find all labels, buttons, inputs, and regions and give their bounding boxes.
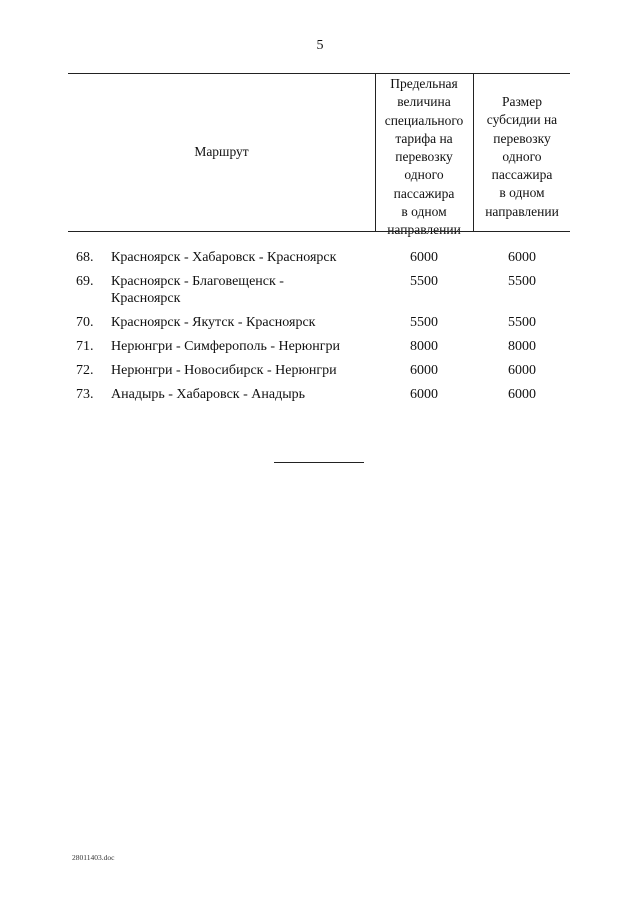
end-of-table-rule bbox=[274, 462, 364, 463]
row-tariff: 8000 bbox=[410, 339, 438, 354]
row-route: Красноярск - Якутск - Красноярск bbox=[111, 315, 316, 330]
footer-filename: 28011403.doc bbox=[72, 853, 115, 862]
header-subsidy bbox=[474, 73, 570, 231]
row-number: 70. bbox=[76, 315, 94, 330]
row-subsidy: 6000 bbox=[508, 363, 536, 378]
page-number: 5 bbox=[316, 38, 324, 53]
header-route-label: Маршрут bbox=[194, 143, 249, 159]
header-tariff-line: пассажира bbox=[393, 185, 455, 201]
row-subsidy: 6000 bbox=[508, 387, 536, 402]
header-subsidy-line: Размер bbox=[502, 94, 542, 109]
header-tariff bbox=[376, 73, 472, 238]
row-number: 71. bbox=[76, 339, 94, 354]
row-route: Нерюнгри - Новосибирск - Нерюнгри bbox=[111, 363, 337, 378]
row-number: 68. bbox=[76, 250, 94, 265]
row-route: Анадырь - Хабаровск - Анадырь bbox=[111, 387, 305, 402]
header-tariff-line: специального bbox=[384, 112, 464, 128]
header-tariff-line: одного bbox=[404, 167, 444, 183]
row-number: 73. bbox=[76, 387, 94, 402]
table-header-rule bbox=[68, 231, 570, 232]
row-tariff: 6000 bbox=[410, 250, 438, 265]
header-tariff-line: направлении bbox=[387, 222, 461, 238]
row-subsidy: 5500 bbox=[508, 315, 536, 330]
header-tariff-line: тарифа на bbox=[395, 130, 453, 146]
header-tariff-line: перевозку bbox=[395, 149, 453, 165]
header-tariff-line: Предельная bbox=[390, 76, 458, 91]
header-route bbox=[68, 73, 375, 231]
row-subsidy: 8000 bbox=[508, 339, 536, 354]
row-tariff: 6000 bbox=[410, 363, 438, 378]
row-route-line: Красноярск - Благовещенск - bbox=[111, 274, 284, 289]
row-tariff: 5500 bbox=[410, 315, 438, 330]
header-subsidy-line: пассажира bbox=[491, 167, 553, 183]
header-subsidy-line: в одном bbox=[499, 185, 545, 201]
row-number: 69. bbox=[76, 274, 94, 289]
header-tariff-line: в одном bbox=[401, 204, 447, 220]
header-subsidy-line: направлении bbox=[485, 203, 559, 219]
row-route bbox=[111, 273, 373, 307]
row-subsidy: 6000 bbox=[508, 250, 536, 265]
row-tariff: 6000 bbox=[410, 387, 438, 402]
header-subsidy-line: одного bbox=[502, 148, 542, 164]
row-tariff: 5500 bbox=[410, 274, 438, 289]
row-route: Красноярск - Хабаровск - Красноярск bbox=[111, 250, 337, 265]
row-subsidy: 5500 bbox=[508, 274, 536, 289]
row-route: Нерюнгри - Симферополь - Нерюнгри bbox=[111, 339, 340, 354]
header-subsidy-line: субсидии на bbox=[486, 112, 558, 128]
row-route-line: Красноярск bbox=[111, 291, 181, 306]
header-tariff-line: величина bbox=[397, 94, 451, 110]
row-number: 72. bbox=[76, 363, 94, 378]
header-subsidy-line: перевозку bbox=[493, 130, 551, 146]
